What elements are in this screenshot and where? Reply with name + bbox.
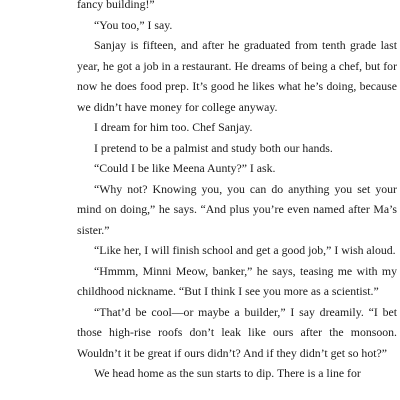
paragraph: fancy building!” bbox=[77, 0, 155, 11]
paragraph: “That’d be cool—or maybe a builder,” I say dreamily. “I bet those high-rise roofs don’t leak like ours after the monsoon. Wouldn’t it be great if ours didn’t? And if they didn’t get so hot?” bbox=[77, 304, 397, 360]
paragraph: “You too,” I say. bbox=[94, 17, 173, 32]
paragraph: I dream for him too. Chef Sanjay. bbox=[94, 120, 253, 134]
paragraph: “Could I be like Meena Aunty?” I ask. bbox=[94, 161, 276, 175]
paragraph: “Like her, I will finish school and get a good job,” I wish aloud. bbox=[94, 243, 396, 257]
paragraph: “Hmmm, Minni Meow, banker,” he says, teasing me with my childhood nickname. “But I think I see you more as a scientist.” bbox=[77, 263, 397, 298]
paragraph: We head home as the sun starts to dip. There is a line for bbox=[94, 366, 361, 380]
paragraph: I pretend to be a palmist and study both our hands. bbox=[94, 140, 333, 155]
paragraph: Sanjay is fifteen, and after he graduated from tenth grade last year, he got a job in a restaurant. He dreams of being a chef, but for now he does food prep. It’s good he likes what he’s doing, because we didn’t have money for college anyway. bbox=[77, 38, 397, 114]
paragraph: “Why not? Knowing you, you can do anything you set your mind on doing,” he says. “And plus you’re even named after Ma’s sister.” bbox=[77, 181, 397, 237]
page-text bbox=[77, 0, 397, 384]
